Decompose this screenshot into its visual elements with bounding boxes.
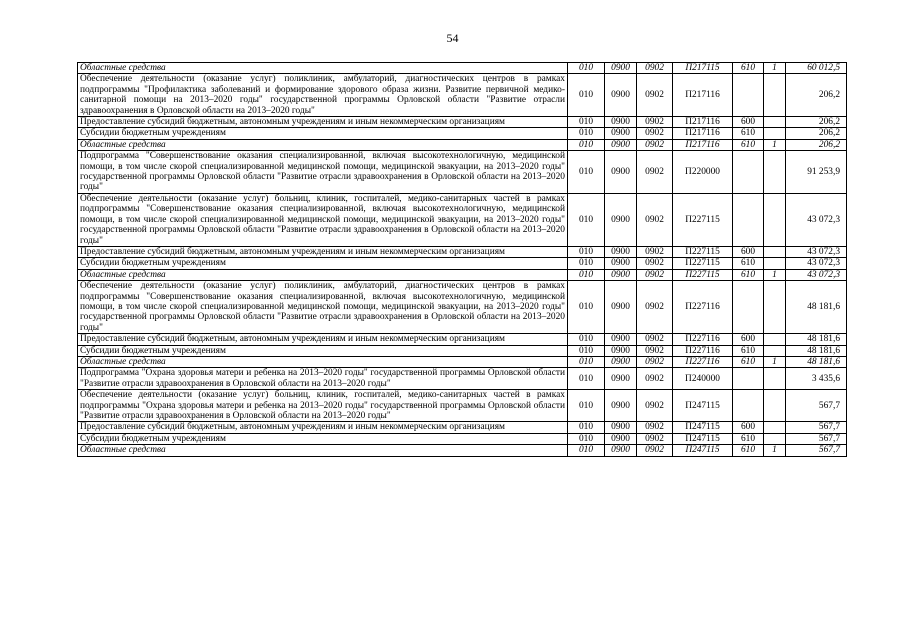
row-amount: 206,2 xyxy=(786,128,847,139)
row-target-article-code: П227116 xyxy=(673,281,733,334)
row-ministry-code: 010 xyxy=(568,151,605,194)
row-subsection-code: 0902 xyxy=(637,117,673,128)
row-amount: 206,2 xyxy=(786,117,847,128)
row-ministry-code: 010 xyxy=(568,128,605,139)
row-expense-type-code xyxy=(733,281,764,334)
row-description: Областные средства xyxy=(78,445,568,456)
row-subsection-code: 0902 xyxy=(637,390,673,422)
row-section-code: 0900 xyxy=(605,334,637,345)
row-amount: 43 072,3 xyxy=(786,246,847,257)
table-row xyxy=(78,117,847,128)
row-expense-type-code: 610 xyxy=(733,128,764,139)
row-target-article-code: П227115 xyxy=(673,193,733,246)
table-row xyxy=(78,390,847,422)
page-number: 54 xyxy=(446,31,459,45)
row-ministry-code: 010 xyxy=(568,334,605,345)
row-amount: 43 072,3 xyxy=(786,258,847,269)
row-section-code: 0900 xyxy=(605,139,637,150)
row-target-article-code: П227116 xyxy=(673,356,733,367)
row-expense-type-code xyxy=(733,193,764,246)
row-ministry-code: 010 xyxy=(568,445,605,456)
row-target-article-code: П247115 xyxy=(673,422,733,433)
row-ministry-code: 010 xyxy=(568,422,605,433)
row-amount: 3 435,6 xyxy=(786,368,847,390)
row-expense-type-code xyxy=(733,368,764,390)
row-description: Предоставление субсидий бюджетным, автономным учреждениям и иным некоммерческим организациям xyxy=(78,117,568,128)
row-expense-type-code: 610 xyxy=(733,269,764,280)
row-funding-source-code xyxy=(764,368,786,390)
row-description: Обеспечение деятельности (оказание услуг) больниц, клиник, госпиталей, медико-санитарных частей в рамках подпрограммы "Совершенствование оказания специализированной, включая высокотехнологичную, медицинской помощи, в том числе скорой специализированной медицинской помощи, медицинской эвакуации, на 2013–2020 годы" государственной программы Орловской области "Развитие отрасли здравоохранения в Орловской области на 2013–2020 годы" xyxy=(78,193,568,246)
row-section-code: 0900 xyxy=(605,74,637,117)
row-subsection-code: 0902 xyxy=(637,74,673,117)
row-description: Областные средства xyxy=(78,356,568,367)
row-amount: 206,2 xyxy=(786,139,847,150)
row-expense-type-code: 610 xyxy=(733,356,764,367)
row-subsection-code: 0902 xyxy=(637,433,673,444)
row-description: Субсидии бюджетным учреждениям xyxy=(78,258,568,269)
row-amount: 48 181,6 xyxy=(786,281,847,334)
table-row xyxy=(78,258,847,269)
row-target-article-code: П227115 xyxy=(673,258,733,269)
row-description: Подпрограмма "Совершенствование оказания специализированной, включая высокотехнологичную, медицинской помощи, в том числе скорой специализированной медицинской помощи, медицинской эвакуации, на 2013–2020 годы" государственной программы Орловской области "Развитие отрасли здравоохранения в Орловской области на 2013–2020 годы" xyxy=(78,151,568,194)
row-description: Субсидии бюджетным учреждениям xyxy=(78,433,568,444)
row-expense-type-code: 600 xyxy=(733,117,764,128)
row-ministry-code: 010 xyxy=(568,390,605,422)
row-subsection-code: 0902 xyxy=(637,151,673,194)
row-section-code: 0900 xyxy=(605,281,637,334)
table-row xyxy=(78,193,847,246)
row-ministry-code: 010 xyxy=(568,63,605,74)
row-description: Предоставление субсидий бюджетным, автономным учреждениям и иным некоммерческим организациям xyxy=(78,334,568,345)
row-expense-type-code: 600 xyxy=(733,246,764,257)
table-row xyxy=(78,356,847,367)
row-expense-type-code: 610 xyxy=(733,445,764,456)
row-target-article-code: П247115 xyxy=(673,390,733,422)
row-section-code: 0900 xyxy=(605,128,637,139)
row-amount: 567,7 xyxy=(786,433,847,444)
row-description: Обеспечение деятельности (оказание услуг) поликлиник, амбулаторий, диагностических центров в рамках подпрограммы "Совершенствование оказания специализированной, включая высокотехнологичную, медицинской помощи, в том числе скорой специализированной медицинской помощи, медицинской эвакуации, на 2013–2020 годы" государственной программы Орловской области "Развитие отрасли здравоохранения в Орловской области на 2013–2020 годы" xyxy=(78,281,568,334)
row-section-code: 0900 xyxy=(605,433,637,444)
row-funding-source-code xyxy=(764,422,786,433)
row-description: Предоставление субсидий бюджетным, автономным учреждениям и иным некоммерческим организациям xyxy=(78,246,568,257)
row-funding-source-code xyxy=(764,128,786,139)
row-target-article-code: П227116 xyxy=(673,334,733,345)
row-section-code: 0900 xyxy=(605,356,637,367)
row-funding-source-code xyxy=(764,151,786,194)
row-funding-source-code xyxy=(764,390,786,422)
table-row xyxy=(78,445,847,456)
row-subsection-code: 0902 xyxy=(637,334,673,345)
row-ministry-code: 010 xyxy=(568,433,605,444)
row-ministry-code: 010 xyxy=(568,356,605,367)
row-funding-source-code: 1 xyxy=(764,356,786,367)
table-row xyxy=(78,128,847,139)
table-row xyxy=(78,139,847,150)
row-expense-type-code: 610 xyxy=(733,139,764,150)
row-expense-type-code: 600 xyxy=(733,422,764,433)
row-section-code: 0900 xyxy=(605,269,637,280)
row-section-code: 0900 xyxy=(605,368,637,390)
row-amount: 206,2 xyxy=(786,74,847,117)
row-subsection-code: 0902 xyxy=(637,281,673,334)
table-row xyxy=(78,151,847,194)
row-ministry-code: 010 xyxy=(568,345,605,356)
row-section-code: 0900 xyxy=(605,246,637,257)
table-row xyxy=(78,63,847,74)
row-description: Предоставление субсидий бюджетным, автономным учреждениям и иным некоммерческим организациям xyxy=(78,422,568,433)
row-amount: 60 012,5 xyxy=(786,63,847,74)
row-target-article-code: П247115 xyxy=(673,445,733,456)
row-target-article-code: П220000 xyxy=(673,151,733,194)
row-expense-type-code: 610 xyxy=(733,345,764,356)
row-expense-type-code: 610 xyxy=(733,433,764,444)
row-subsection-code: 0902 xyxy=(637,445,673,456)
row-subsection-code: 0902 xyxy=(637,193,673,246)
row-funding-source-code xyxy=(764,193,786,246)
table-row xyxy=(78,74,847,117)
row-funding-source-code xyxy=(764,258,786,269)
row-amount: 91 253,9 xyxy=(786,151,847,194)
row-funding-source-code xyxy=(764,281,786,334)
row-subsection-code: 0902 xyxy=(637,368,673,390)
row-amount: 48 181,6 xyxy=(786,356,847,367)
row-description: Обеспечение деятельности (оказание услуг) поликлиник, амбулаторий, диагностических центров в рамках подпрограммы "Профилактика заболеваний и формирование здорового образа жизни. Развитие первичной медико-санитарной помощи на 2013–2020 годы" государственной программы Орловской области "Развитие отрасли здравоохранения в Орловской области на 2013–2020 годы" xyxy=(78,74,568,117)
table-row xyxy=(78,422,847,433)
row-amount: 43 072,3 xyxy=(786,193,847,246)
row-subsection-code: 0902 xyxy=(637,128,673,139)
row-target-article-code: П240000 xyxy=(673,368,733,390)
row-ministry-code: 010 xyxy=(568,117,605,128)
row-funding-source-code: 1 xyxy=(764,139,786,150)
row-expense-type-code xyxy=(733,151,764,194)
row-description: Подпрограмма "Охрана здоровья матери и ребенка на 2013–2020 годы" государственной программы Орловской области "Развитие отрасли здравоохранения в Орловской области на 2013–2020 годы" xyxy=(78,368,568,390)
row-ministry-code: 010 xyxy=(568,269,605,280)
row-funding-source-code xyxy=(764,334,786,345)
row-funding-source-code xyxy=(764,433,786,444)
row-funding-source-code xyxy=(764,117,786,128)
budget-table xyxy=(77,62,847,457)
row-funding-source-code: 1 xyxy=(764,63,786,74)
row-ministry-code: 010 xyxy=(568,74,605,117)
row-ministry-code: 010 xyxy=(568,139,605,150)
row-target-article-code: П227115 xyxy=(673,269,733,280)
row-subsection-code: 0902 xyxy=(637,356,673,367)
row-amount: 48 181,6 xyxy=(786,334,847,345)
row-description: Областные средства xyxy=(78,63,568,74)
table-row xyxy=(78,246,847,257)
row-description: Областные средства xyxy=(78,269,568,280)
row-target-article-code: П217115 xyxy=(673,63,733,74)
row-description: Областные средства xyxy=(78,139,568,150)
row-ministry-code: 010 xyxy=(568,258,605,269)
row-section-code: 0900 xyxy=(605,193,637,246)
table-row xyxy=(78,334,847,345)
row-section-code: 0900 xyxy=(605,117,637,128)
row-expense-type-code xyxy=(733,390,764,422)
row-section-code: 0900 xyxy=(605,63,637,74)
row-ministry-code: 010 xyxy=(568,246,605,257)
row-section-code: 0900 xyxy=(605,445,637,456)
row-expense-type-code: 610 xyxy=(733,258,764,269)
row-target-article-code: П227115 xyxy=(673,246,733,257)
row-amount: 48 181,6 xyxy=(786,345,847,356)
row-target-article-code: П247115 xyxy=(673,433,733,444)
row-subsection-code: 0902 xyxy=(637,345,673,356)
row-target-article-code: П217116 xyxy=(673,139,733,150)
row-ministry-code: 010 xyxy=(568,368,605,390)
table-row xyxy=(78,269,847,280)
row-subsection-code: 0902 xyxy=(637,258,673,269)
row-ministry-code: 010 xyxy=(568,193,605,246)
budget-table-body xyxy=(78,63,847,457)
row-ministry-code: 010 xyxy=(568,281,605,334)
row-expense-type-code: 610 xyxy=(733,63,764,74)
row-section-code: 0900 xyxy=(605,258,637,269)
row-funding-source-code xyxy=(764,246,786,257)
row-section-code: 0900 xyxy=(605,345,637,356)
row-subsection-code: 0902 xyxy=(637,246,673,257)
row-target-article-code: П217116 xyxy=(673,74,733,117)
row-description: Обеспечение деятельности (оказание услуг) больниц, клиник, госпиталей, медико-санитарных частей в рамках подпрограммы "Охрана здоровья матери и ребенка на 2013–2020 годы" государственной программы Орловской области "Развитие отрасли здравоохранения в Орловской области на 2013–2020 годы" xyxy=(78,390,568,422)
row-funding-source-code xyxy=(764,345,786,356)
row-expense-type-code: 600 xyxy=(733,334,764,345)
row-amount: 43 072,3 xyxy=(786,269,847,280)
row-description: Субсидии бюджетным учреждениям xyxy=(78,128,568,139)
row-funding-source-code: 1 xyxy=(764,445,786,456)
row-amount: 567,7 xyxy=(786,445,847,456)
row-funding-source-code: 1 xyxy=(764,269,786,280)
row-target-article-code: П227116 xyxy=(673,345,733,356)
row-section-code: 0900 xyxy=(605,422,637,433)
row-description: Субсидии бюджетным учреждениям xyxy=(78,345,568,356)
table-row xyxy=(78,433,847,444)
row-subsection-code: 0902 xyxy=(637,139,673,150)
row-section-code: 0900 xyxy=(605,390,637,422)
table-row xyxy=(78,345,847,356)
row-target-article-code: П217116 xyxy=(673,117,733,128)
table-row xyxy=(78,368,847,390)
row-expense-type-code xyxy=(733,74,764,117)
row-amount: 567,7 xyxy=(786,390,847,422)
row-section-code: 0900 xyxy=(605,151,637,194)
row-amount: 567,7 xyxy=(786,422,847,433)
row-funding-source-code xyxy=(764,74,786,117)
row-subsection-code: 0902 xyxy=(637,422,673,433)
row-subsection-code: 0902 xyxy=(637,63,673,74)
table-row xyxy=(78,281,847,334)
row-subsection-code: 0902 xyxy=(637,269,673,280)
row-target-article-code: П217116 xyxy=(673,128,733,139)
